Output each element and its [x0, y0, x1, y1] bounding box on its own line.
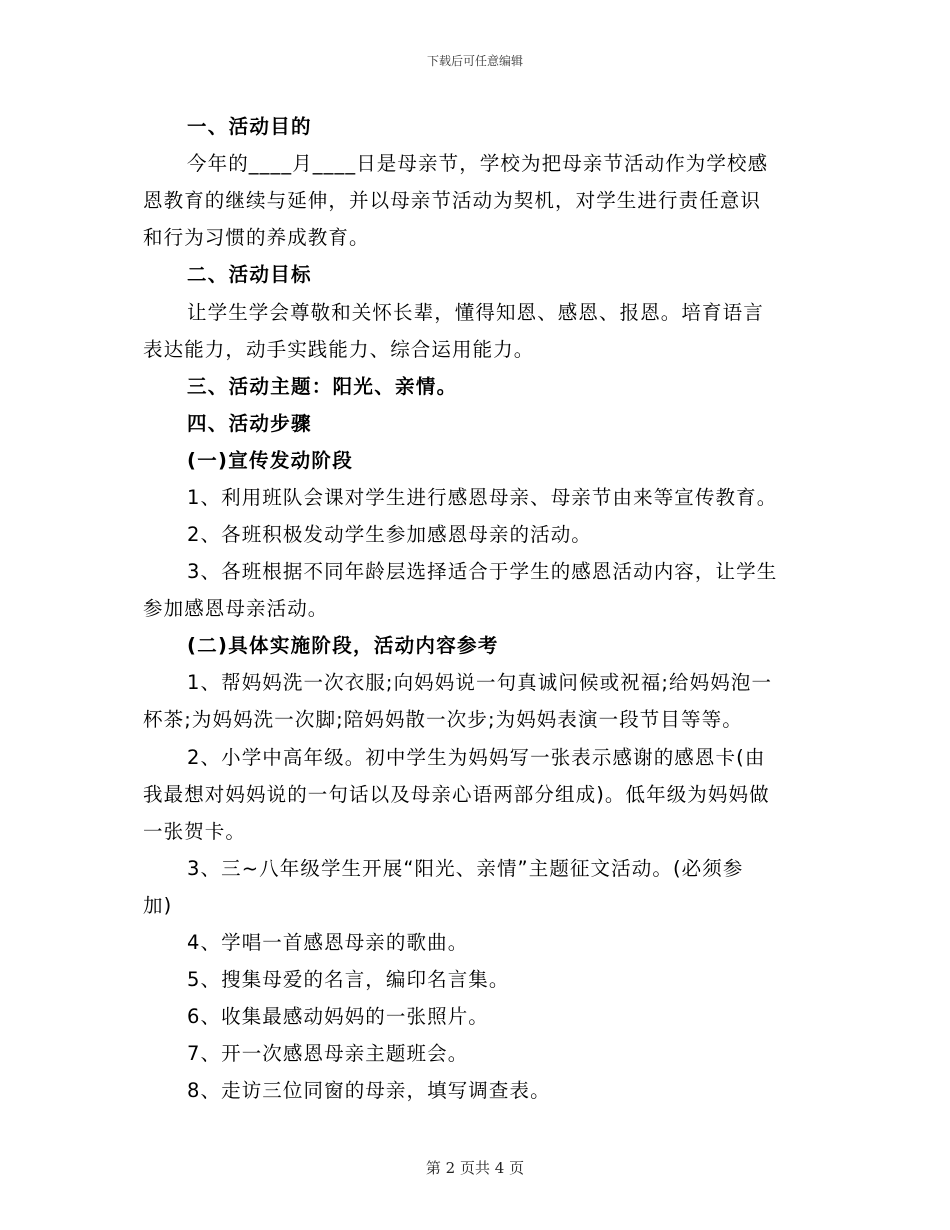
list-item: 3、三~八年级学生开展“阳光、亲情”主题征文活动。(必须参: [187, 857, 744, 880]
heading-activity-purpose: 一、活动目的: [187, 115, 312, 138]
list-item: 5、搜集母爱的名言，编印名言集。: [187, 968, 510, 991]
subheading-promotion-stage: (一)宣传发动阶段: [187, 449, 354, 472]
list-item: 8、走访三位同窗的母亲，填写调查表。: [187, 1079, 551, 1102]
list-item: 2、各班积极发动学生参加感恩母亲的活动。: [187, 523, 592, 546]
page-header: 下载后可任意编辑: [426, 54, 523, 68]
subheading-implementation-stage: (二)具体实施阶段，活动内容参考: [187, 634, 499, 657]
paragraph-line: 让学生学会尊敬和关怀长辈，懂得知恩、感恩、报恩。培育语言: [187, 301, 764, 324]
list-item: 7、开一次感恩母亲主题班会。: [187, 1042, 469, 1065]
list-item-continuation: 杯茶;为妈妈洗一次脚;陪妈妈散一次步;为妈妈表演一段节目等等。: [143, 708, 743, 731]
paragraph-line: 恩教育的继续与延伸，并以母亲节活动为契机，对学生进行责任意识: [143, 189, 762, 212]
paragraph-line: 表达能力，动手实践能力、综合运用能力。: [143, 338, 535, 361]
list-item: 2、小学中高年级。初中学生为妈妈写一张表示感谢的感恩卡(由: [187, 746, 766, 769]
list-item-continuation: 参加感恩母亲活动。: [143, 597, 329, 620]
heading-activity-goal: 二、活动目标: [187, 263, 312, 286]
list-item: 1、利用班队会课对学生进行感恩母亲、母亲节由来等宣传教育。: [187, 486, 778, 509]
paragraph-line: 和行为习惯的养成教育。: [143, 226, 370, 249]
list-item: 4、学唱一首感恩母亲的歌曲。: [187, 931, 469, 954]
list-item-continuation: 一张贺卡。: [143, 820, 247, 843]
paragraph-line: 今年的____月____日是母亲节，学校为把母亲节活动作为学校感: [187, 152, 769, 175]
list-item: 6、收集最感动妈妈的一张照片。: [187, 1005, 489, 1028]
page-footer: 第 2 页共 4 页: [425, 1159, 525, 1177]
heading-activity-theme: 三、活动主题：阳光、亲情。: [187, 375, 458, 398]
heading-activity-steps: 四、活动步骤: [187, 412, 312, 435]
list-item-continuation: 加): [143, 894, 173, 917]
list-item: 3、各班根据不同年龄层选择适合于学生的感恩活动内容，让学生: [187, 560, 778, 583]
list-item-continuation: 我最想对妈妈说的一句话以及母亲心语两部分组成)。低年级为妈妈做: [143, 783, 770, 806]
list-item: 1、帮妈妈洗一次衣服;向妈妈说一句真诚问候或祝福;给妈妈泡一: [187, 671, 773, 694]
